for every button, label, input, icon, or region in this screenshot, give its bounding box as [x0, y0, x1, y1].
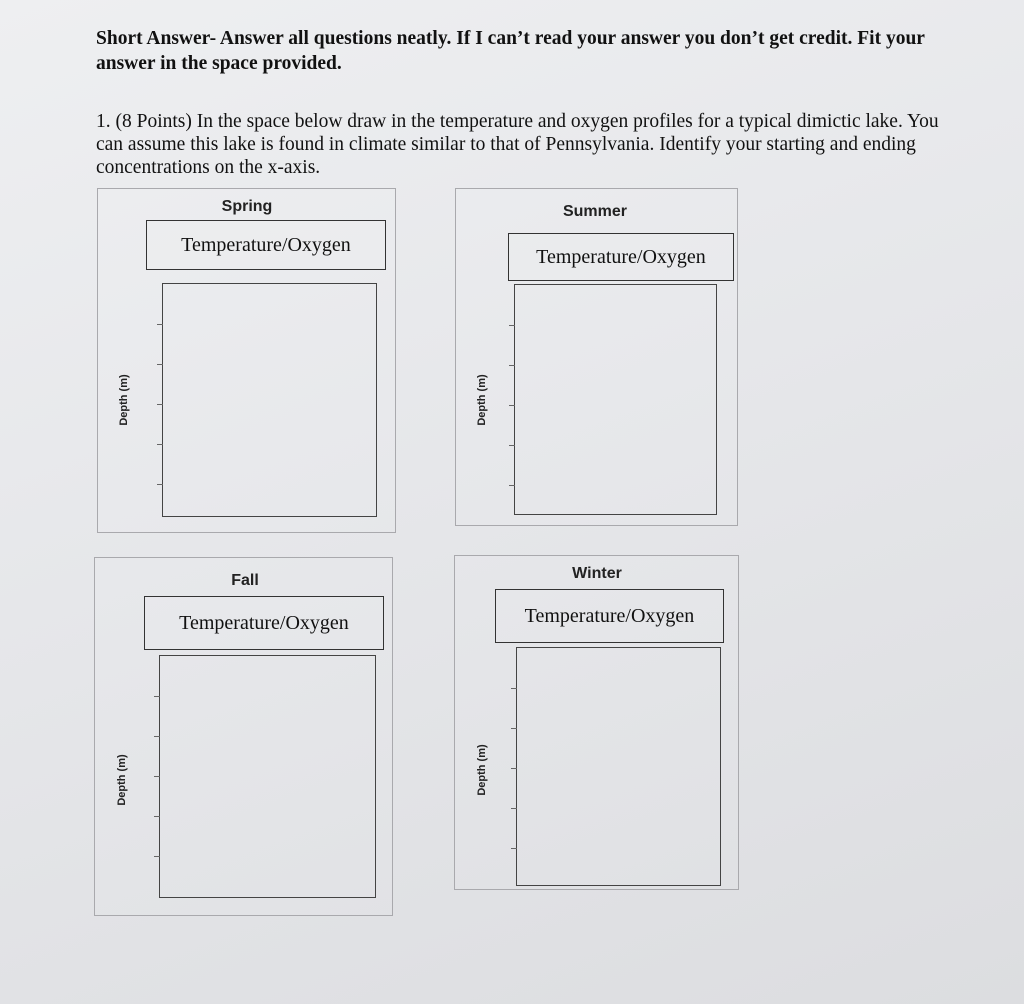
depth-tick [154, 776, 160, 777]
depth-tick [154, 696, 160, 697]
depth-tick [154, 736, 160, 737]
depth-tick [509, 365, 515, 366]
depth-tick [154, 856, 160, 857]
depth-tick [511, 688, 517, 689]
depth-tick [157, 324, 163, 325]
depth-tick [157, 444, 163, 445]
depth-tick [511, 848, 517, 849]
depth-tick [154, 816, 160, 817]
season-label-spring: Spring [221, 198, 273, 215]
depth-tick [509, 325, 515, 326]
plot-area-fall[interactable] [159, 655, 376, 898]
season-label-summer: Summer [562, 203, 628, 220]
season-label-fall: Fall [231, 572, 259, 589]
plot-area-winter[interactable] [516, 647, 721, 886]
axis-label-box-spring: Temperature/Oxygen [146, 220, 386, 270]
axis-label-box-summer: Temperature/Oxygen [508, 233, 734, 281]
axis-label-box-fall: Temperature/Oxygen [144, 596, 384, 650]
depth-axis-label-summer: Depth (m) [476, 374, 488, 426]
depth-tick [157, 484, 163, 485]
depth-tick [509, 485, 515, 486]
plot-area-spring[interactable] [162, 283, 377, 517]
depth-tick [157, 364, 163, 365]
instructions-header: Short Answer- Answer all questions neatly. If I can’t read your answer you don’t get credit. Fit your answer in the space provided. [96, 28, 925, 74]
depth-tick [511, 768, 517, 769]
depth-tick [157, 404, 163, 405]
depth-tick [511, 808, 517, 809]
depth-axis-label-fall: Depth (m) [116, 754, 128, 806]
depth-axis-label-winter: Depth (m) [476, 744, 488, 796]
question-1: 1. (8 Points) In the space below draw in the temperature and oxygen profiles for a typical dimictic lake. You can assume this lake is found in climate similar to that of Pennsylvania. Identify your starting and ending concentrations on the x-axis. [96, 111, 939, 178]
season-label-winter: Winter [572, 565, 622, 582]
axis-label-box-winter: Temperature/Oxygen [495, 589, 724, 643]
depth-tick [511, 728, 517, 729]
depth-axis-label-spring: Depth (m) [118, 374, 130, 426]
plot-area-summer[interactable] [514, 284, 717, 515]
depth-tick [509, 405, 515, 406]
depth-tick [509, 445, 515, 446]
